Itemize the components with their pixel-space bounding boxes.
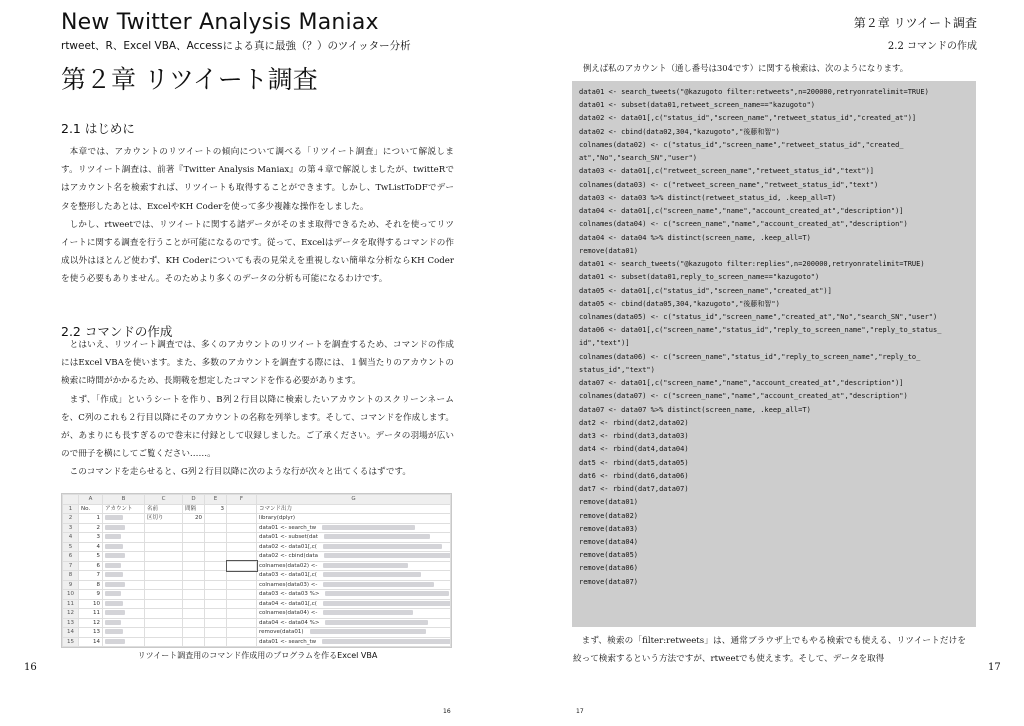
- code-line: remove(data04): [579, 537, 639, 546]
- cell: [205, 590, 227, 600]
- code-line: data01 <- search_tweets("@kazugoto filter:retweets",n=200000,retryonratelimit=TRUE): [579, 88, 929, 96]
- cell: [227, 599, 257, 609]
- cell: [103, 571, 145, 581]
- cell: [227, 514, 257, 524]
- redacted-value: [323, 544, 442, 549]
- redacted-value: [325, 620, 428, 625]
- chapter-title: 第２章 リツイート調査: [61, 65, 318, 94]
- cell: [257, 590, 451, 600]
- table-row: [63, 561, 451, 571]
- row-number: [63, 647, 79, 649]
- cell: [145, 609, 183, 619]
- cell: [257, 628, 451, 638]
- cell: [257, 647, 451, 649]
- column-header: E: [205, 495, 227, 505]
- redacted-value: [323, 582, 434, 587]
- book-subtitle: rtweet、R、Excel VBA、Accessによる真に最強（？）のツイッター分析: [61, 40, 411, 52]
- cell: [257, 637, 451, 647]
- code-line: data01 <- subset(data01,reply_to_screen_name=="kazugoto"): [579, 273, 820, 282]
- redacted-value: [105, 515, 123, 520]
- cell: [205, 571, 227, 581]
- cell: [227, 571, 257, 581]
- cell: 5: [79, 552, 103, 562]
- cell: [145, 561, 183, 571]
- table-row: [63, 647, 451, 649]
- code-line: remove(data03): [579, 524, 639, 533]
- code-line: colnames(data05) <- c("status_id","screen_name","created_at","No","search_SN","user"): [579, 312, 938, 321]
- code-line: remove(data02): [579, 511, 639, 520]
- code-line: data07 <- data01[,c("screen_name","name","account_created_at","description")]: [579, 379, 904, 388]
- redacted-value: [105, 534, 121, 539]
- cell: [103, 628, 145, 638]
- table-row: [63, 571, 451, 581]
- command-text: data02 <- cbind(data: [259, 553, 319, 560]
- table-row: [63, 618, 451, 628]
- column-header: D: [183, 495, 205, 505]
- row-number: 14: [63, 628, 79, 638]
- cell: [103, 618, 145, 628]
- cell: [183, 618, 205, 628]
- cell: [227, 628, 257, 638]
- cell: [227, 561, 257, 571]
- section-intro-body: [61, 143, 454, 289]
- command-text: data03 <- data03 %>: [259, 591, 320, 598]
- code-line: data03 <- data01[,c("retweet_screen_name","retweet_status_id","text")]: [579, 167, 875, 176]
- cell: [257, 599, 451, 609]
- row-number: 11: [63, 599, 79, 609]
- redacted-value: [322, 639, 450, 644]
- row-number: 5: [63, 542, 79, 552]
- cell: [205, 533, 227, 543]
- figure-caption: リツイート調査用のコマンド作成用のプログラムを作るExcel VBA: [137, 651, 378, 660]
- code-line: remove(data07): [579, 577, 639, 586]
- paragraph: とはいえ、リツイート調査では、多くのアカウントのリツイートを調査するため、コマンドの作成にはExcel VBAを使います。また、多数のアカウントを調査する際には、１個当たりのアカウントの検索に時間がかかるため、長期戦を想定したコマンドを作る必要があります。: [61, 340, 454, 387]
- cell: コマンド出力: [257, 504, 451, 514]
- redacted-value: [105, 582, 125, 587]
- command-text: data04 <- data01[,c(: [259, 600, 317, 607]
- code-line: remove(data01): [579, 246, 639, 255]
- redacted-value: [310, 629, 426, 634]
- paragraph: このコマンドを走らせると、G列２行目以降に次のような行が次々と出てくるはずです。: [69, 467, 411, 478]
- redacted-value: [105, 601, 123, 606]
- cell: [145, 552, 183, 562]
- cell: [257, 609, 451, 619]
- cell: 13: [79, 628, 103, 638]
- cell: [103, 523, 145, 533]
- table-row: [63, 533, 451, 543]
- code-line: colnames(data07) <- c("screen_name","name","account_created_at","description"): [579, 392, 908, 401]
- redacted-value: [105, 572, 123, 577]
- intro-text: 例えば私のアカウント（通し番号は304です）に関する検索は、次のようになります。: [583, 63, 909, 73]
- cell: [183, 647, 205, 649]
- command-text: data01 <- subset(dat: [259, 534, 318, 541]
- row-number: 12: [63, 609, 79, 619]
- column-header: A: [79, 495, 103, 505]
- right-page: [512, 0, 1024, 726]
- running-head-chapter: 第２章 リツイート調査: [853, 16, 977, 30]
- table-row: [63, 523, 451, 533]
- row-number: 9: [63, 580, 79, 590]
- row-number: 15: [63, 637, 79, 647]
- corner-cell: [63, 495, 79, 505]
- redacted-value: [323, 601, 451, 606]
- table-row: [63, 637, 451, 647]
- cell: [183, 533, 205, 543]
- cell: 20: [183, 514, 205, 524]
- page-number-side: 17: [988, 662, 1001, 673]
- redacted-value: [324, 534, 430, 539]
- cell: [145, 637, 183, 647]
- code-line: colnames(data06) <- c("screen_name","status_id","reply_to_screen_name","reply_to_: [579, 352, 921, 361]
- table-row: [63, 628, 451, 638]
- cell: [257, 580, 451, 590]
- column-header: F: [227, 495, 257, 505]
- redacted-value: [105, 610, 125, 615]
- cell: [183, 580, 205, 590]
- cell: [205, 523, 227, 533]
- paragraph: 本章では、アカウントのリツイートの傾向について調べる「リツイート調査」について解説します。リツイート調査は、前著『Twitter Analysis Maniax』の第４章で解説しましたが、twitteRではアカウント名を検索すれば、リツイートも取得することができます。しかし、TwListToDFでデータを整形したあとは、ExcelやKH Coderを使って多少複雑な操作をしました。: [61, 147, 454, 212]
- cell: [145, 618, 183, 628]
- redacted-value: [105, 629, 123, 634]
- redacted-value: [322, 525, 415, 530]
- code-line: colnames(data03) <- c("retweet_screen_name","retweet_status_id","text"): [579, 180, 879, 189]
- redacted-value: [323, 610, 413, 615]
- cell: [183, 571, 205, 581]
- redacted-value: [105, 639, 125, 644]
- cell: [227, 552, 257, 562]
- code-block: [572, 81, 976, 627]
- cell: [227, 533, 257, 543]
- cell: アカウント: [103, 504, 145, 514]
- cell: [205, 552, 227, 562]
- command-text: remove(data01): [259, 629, 304, 636]
- cell: [183, 523, 205, 533]
- redacted-value: [105, 591, 121, 596]
- spreadsheet-body: [63, 495, 451, 649]
- command-text: colnames(data02) <-: [259, 562, 318, 569]
- code-line: dat3 <- rbind(dat3,data03): [579, 432, 689, 441]
- row-number: 4: [63, 533, 79, 543]
- cell: [227, 647, 257, 649]
- table-row: [63, 599, 451, 609]
- cell: [183, 628, 205, 638]
- row-number: 2: [63, 514, 79, 524]
- cell: 区切り: [145, 514, 183, 524]
- code-line: dat6 <- rbind(dat6,data06): [579, 471, 689, 480]
- column-header-row: [63, 495, 451, 505]
- table-row: [63, 504, 451, 514]
- code-line: data01 <- search_tweets("@kazugoto filter:replies",n=200000,retryonratelimit=TRUE): [579, 260, 925, 269]
- code-line: data01 <- subset(data01,retweet_screen_name=="kazugoto"): [579, 101, 816, 110]
- cell: 12: [79, 618, 103, 628]
- cell: [205, 609, 227, 619]
- cell: [183, 542, 205, 552]
- column-header: B: [103, 495, 145, 505]
- cell: [145, 590, 183, 600]
- command-text: data02 <- data01[,c(: [259, 543, 317, 550]
- cell: [145, 599, 183, 609]
- cell: [257, 533, 451, 543]
- code-line: data02 <- cbind(data02,304,"kazugoto","後藤和智"): [579, 127, 780, 136]
- redacted-value: [325, 591, 449, 596]
- cell: [227, 504, 257, 514]
- cell: [257, 523, 451, 533]
- redacted-value: [105, 553, 125, 558]
- cell: [145, 533, 183, 543]
- cell: [145, 571, 183, 581]
- cell: 3: [205, 504, 227, 514]
- column-header: G: [257, 495, 451, 505]
- cell: [103, 647, 145, 649]
- row-number: 3: [63, 523, 79, 533]
- command-text: data01 <- search_tw: [259, 638, 317, 645]
- cell: 9: [79, 590, 103, 600]
- code-line: dat5 <- rbind(dat5,data05): [579, 458, 689, 467]
- cell: [227, 618, 257, 628]
- row-number: 6: [63, 552, 79, 562]
- cell: [103, 561, 145, 571]
- cell: [227, 590, 257, 600]
- row-number: 8: [63, 571, 79, 581]
- cell: 7: [79, 571, 103, 581]
- cell: [183, 552, 205, 562]
- cell: 名前: [145, 504, 183, 514]
- cell: [205, 647, 227, 649]
- paragraph: しかし、rtweetでは、リツイートに関する諸データがそのまま取得できるため、それを使ってリツイートに関する調査を行うことが可能になるのです。従って、Excelはデータを取得するコマンドの作成以外はほとんど使わず、KH Coderについても表の見栄えを重視しない簡単な分析ならKH Coderを使う必要もありません。そのためより多くのデータの分析も可能になるわけです。: [61, 219, 454, 285]
- section-heading-intro: 2.1 はじめに: [61, 121, 135, 136]
- table-row: [63, 609, 451, 619]
- cell: [257, 561, 451, 571]
- code-line: at","No","search_SN","user"): [579, 154, 698, 163]
- row-number: 7: [63, 561, 79, 571]
- cell: [103, 580, 145, 590]
- cell: No.: [79, 504, 103, 514]
- cell: [205, 580, 227, 590]
- cell: [103, 590, 145, 600]
- cell: [257, 571, 451, 581]
- code-line: remove(data06): [579, 564, 639, 573]
- cell: [145, 542, 183, 552]
- redacted-value: [105, 525, 125, 530]
- cell: [205, 542, 227, 552]
- cell: [103, 542, 145, 552]
- row-number: 10: [63, 590, 79, 600]
- cell: 6: [79, 561, 103, 571]
- cell: [79, 647, 103, 649]
- cell: [227, 580, 257, 590]
- page-number-footer: 16: [443, 708, 451, 715]
- cell: [205, 599, 227, 609]
- cell: [205, 628, 227, 638]
- cell: 1: [79, 514, 103, 524]
- cell: [257, 514, 451, 524]
- column-header: C: [145, 495, 183, 505]
- cell: [183, 561, 205, 571]
- section-command-body: [61, 336, 454, 482]
- cell: [205, 618, 227, 628]
- code-line: data05 <- cbind(data05,304,"kazugoto","後藤和智"): [579, 299, 780, 308]
- code-line: remove(data01): [579, 498, 639, 507]
- paragraph: まず、「作成」というシートを作り、B列２行目以降に検索したいアカウントのスクリーンネームを、C列のこれも２行目以降にそのアカウントの名称を列挙します。そして、コマンドを作成します。が、あまりにも長すぎるので巻末に付録として収録しました。ご了承ください。データの羽場が広いので冊子を横にしてご覧ください……。: [61, 394, 454, 460]
- cell: 14: [79, 637, 103, 647]
- cell: [103, 609, 145, 619]
- cell: [103, 552, 145, 562]
- table-row: [63, 514, 451, 524]
- code-line: dat4 <- rbind(dat4,data04): [579, 445, 689, 454]
- cell: 2: [79, 523, 103, 533]
- redacted-value: [105, 620, 121, 625]
- table-row: [63, 542, 451, 552]
- cell: 3: [79, 533, 103, 543]
- code-line: data06 <- data01[,c("screen_name","status_id","reply_to_screen_name","reply_to_status_: [579, 326, 942, 335]
- code-line: data05 <- data01[,c("status_id","screen_name","created_at")]: [579, 286, 832, 295]
- cell: [205, 561, 227, 571]
- cell: 11: [79, 609, 103, 619]
- book-title: New Twitter Analysis Maniax: [61, 10, 379, 35]
- redacted-value: [323, 572, 421, 577]
- code-line: data04 <- data01[,c("screen_name","name","account_created_at","description")]: [579, 207, 904, 216]
- cell: [183, 637, 205, 647]
- command-text: data01 <- search_tw: [259, 524, 317, 531]
- code-line: status_id","text"): [579, 365, 655, 374]
- code-line: id","text")]: [579, 339, 630, 348]
- cell: [205, 637, 227, 647]
- command-text: library(dplyr): [259, 515, 296, 522]
- cell: 4: [79, 542, 103, 552]
- cell: [205, 514, 227, 524]
- cell: [257, 618, 451, 628]
- cell: [103, 514, 145, 524]
- bottom-body: [573, 632, 966, 668]
- cell: [145, 647, 183, 649]
- command-text: colnames(data03) <-: [259, 581, 318, 588]
- code-line: data03 <- data03 %>% distinct(retweet_status_id, .keep_all=T): [579, 193, 837, 202]
- code-line: data07 <- data07 %>% distinct(screen_name, .keep_all=T): [579, 405, 811, 414]
- command-text: data04 <- data04 %>: [259, 619, 320, 626]
- cell: [145, 580, 183, 590]
- cell: [103, 599, 145, 609]
- cell: [257, 552, 451, 562]
- cell: [257, 542, 451, 552]
- code-line: colnames(data02) <- c("status_id","screen_name","retweet_status_id","created_: [579, 140, 904, 149]
- code-line: remove(data05): [579, 551, 639, 560]
- cell: [183, 609, 205, 619]
- cell: [227, 609, 257, 619]
- cell: [145, 628, 183, 638]
- command-text: data03 <- data01[,c(: [259, 572, 317, 579]
- code-line: data02 <- data01[,c("status_id","screen_name","retweet_status_id","created_at")]: [579, 114, 917, 123]
- redacted-value: [323, 563, 408, 568]
- cell: [103, 533, 145, 543]
- code-line: data04 <- data04 %>% distinct(screen_name, .keep_all=T): [579, 233, 811, 242]
- table-row: [63, 580, 451, 590]
- code-line: colnames(data04) <- c("screen_name","name","account_created_at","description"): [579, 220, 908, 229]
- redacted-value: [105, 544, 123, 549]
- spreadsheet-screenshot: [61, 493, 452, 648]
- paragraph: まず、検索の「filter:retweets」は、通常ブラウザ上でもやる検索でも使える、リツイートだけを絞って検索するという方法ですが、rtweetでも使えます。そして、データを取得: [573, 636, 966, 665]
- cell: [183, 599, 205, 609]
- command-text: colnames(data04) <-: [259, 610, 318, 617]
- cell: [183, 590, 205, 600]
- cell: [145, 523, 183, 533]
- table-row: [63, 552, 451, 562]
- cell: [227, 542, 257, 552]
- redacted-value: [105, 563, 121, 568]
- row-number: 13: [63, 618, 79, 628]
- code-line: dat7 <- rbind(dat7,data07): [579, 485, 689, 494]
- cell: [227, 523, 257, 533]
- cell: [103, 637, 145, 647]
- row-number: 1: [63, 504, 79, 514]
- page-number-side: 16: [24, 662, 37, 673]
- cell: 間隔: [183, 504, 205, 514]
- redacted-value: [324, 553, 450, 558]
- section-heading-command: 2.2 コマンドの作成: [61, 324, 173, 339]
- table-row: [63, 590, 451, 600]
- cell: 8: [79, 580, 103, 590]
- page-number-footer: 17: [576, 708, 584, 715]
- code-line: dat2 <- rbind(dat2,data02): [579, 418, 689, 427]
- cell: [227, 637, 257, 647]
- running-head-section: 2.2 コマンドの作成: [887, 41, 977, 52]
- cell: 10: [79, 599, 103, 609]
